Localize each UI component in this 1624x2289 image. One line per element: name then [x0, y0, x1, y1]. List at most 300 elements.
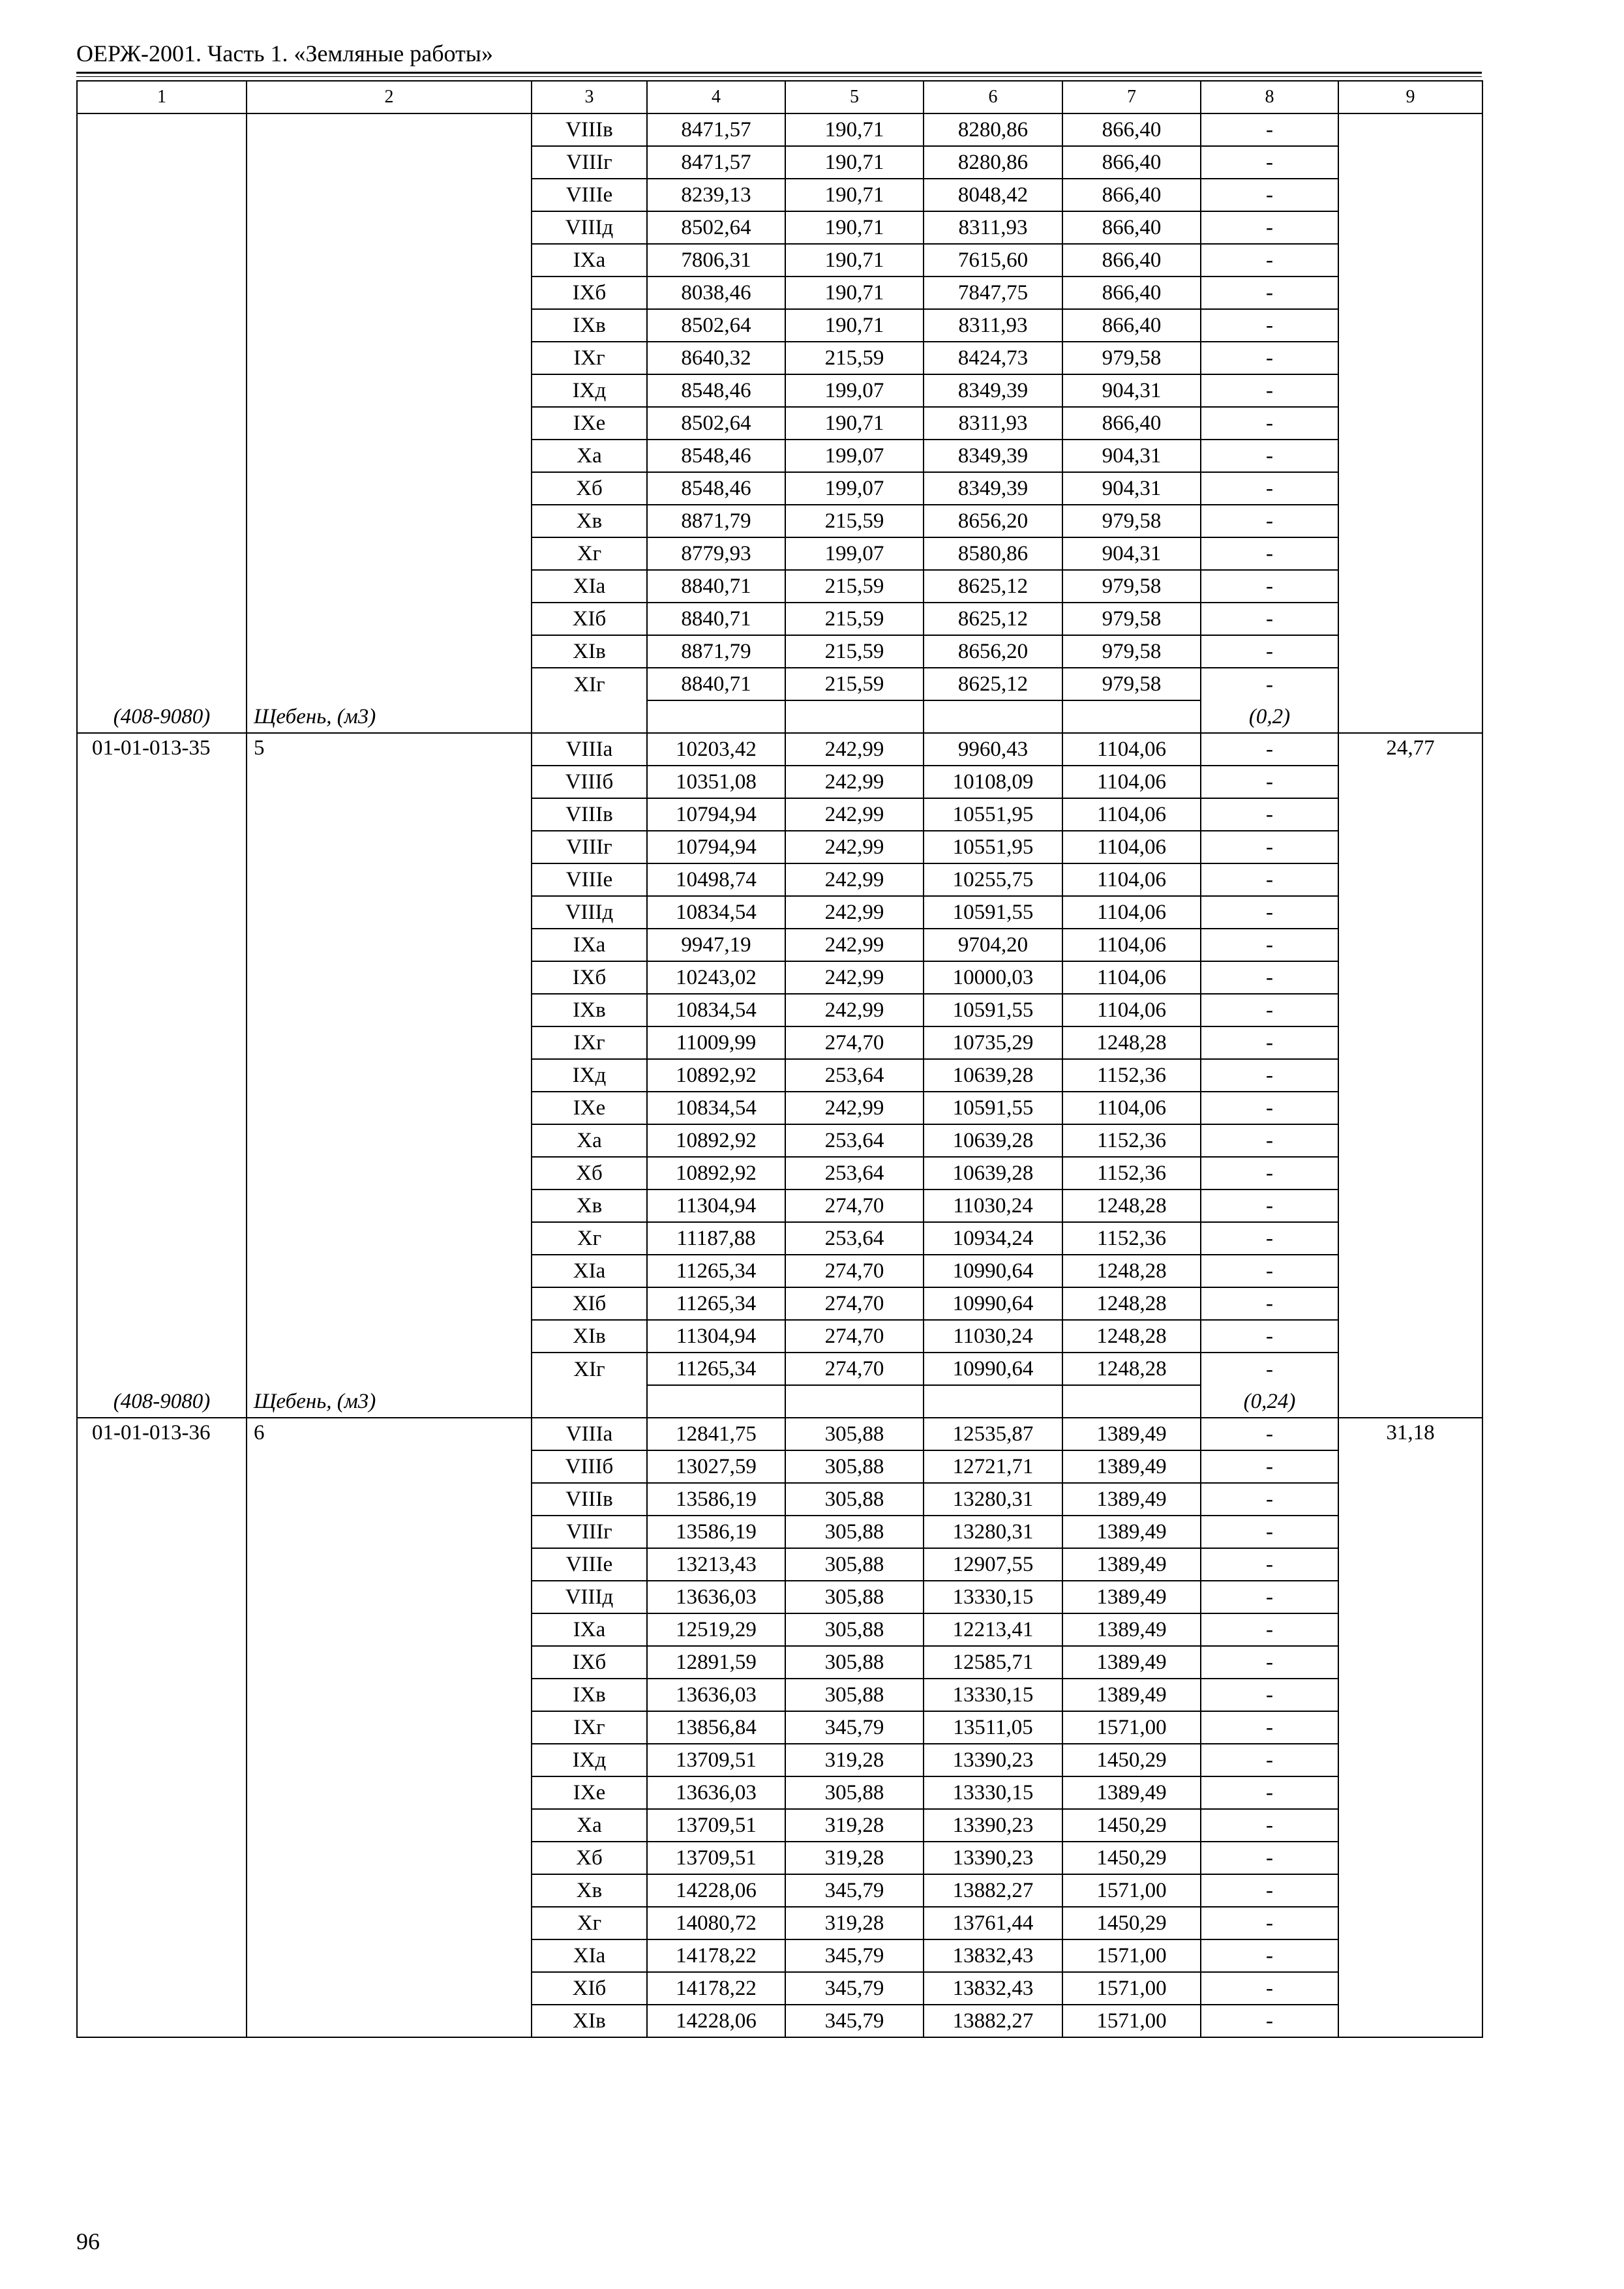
materials-cost: - — [1201, 1972, 1338, 2005]
material-row — [77, 700, 1482, 733]
labor-wages: 305,88 — [785, 1516, 924, 1548]
direct-costs: 8038,46 — [647, 277, 785, 309]
machinist-wages: 866,40 — [1062, 113, 1201, 146]
machinist-wages: 1248,28 — [1062, 1189, 1201, 1222]
labor-wages: 242,99 — [785, 1092, 924, 1124]
machinist-wages: 1389,49 — [1062, 1516, 1201, 1548]
labor-wages: 274,70 — [785, 1287, 924, 1320]
direct-costs: 10892,92 — [647, 1059, 785, 1092]
machinist-wages: 1389,49 — [1062, 1646, 1201, 1679]
soil-group: Xв — [532, 1874, 647, 1907]
materials-cost: - — [1201, 1287, 1338, 1320]
direct-costs: 10834,54 — [647, 994, 785, 1026]
machine-costs: 10990,64 — [924, 1287, 1062, 1320]
column-number: 3 — [532, 81, 647, 113]
soil-group: IXв — [532, 1679, 647, 1711]
materials-cost: - — [1201, 1711, 1338, 1744]
labor-wages: 274,70 — [785, 1353, 924, 1385]
labor-wages: 242,99 — [785, 863, 924, 896]
materials-cost: - — [1201, 2005, 1338, 2037]
machine-costs: 8311,93 — [924, 407, 1062, 440]
direct-costs: 8471,57 — [647, 113, 785, 146]
machinist-wages: 866,40 — [1062, 277, 1201, 309]
direct-costs: 9947,19 — [647, 929, 785, 961]
soil-group: VIIIг — [532, 146, 647, 179]
table-row — [77, 733, 1482, 766]
machinist-wages: 1389,49 — [1062, 1483, 1201, 1516]
labor-wages: 190,71 — [785, 113, 924, 146]
machinist-wages: 1104,06 — [1062, 896, 1201, 929]
machinist-wages: 1104,06 — [1062, 1092, 1201, 1124]
materials-cost: - — [1201, 1059, 1338, 1092]
materials-cost: - — [1201, 1189, 1338, 1222]
machine-costs: 12585,71 — [924, 1646, 1062, 1679]
materials-cost: - — [1201, 1418, 1338, 1450]
machine-costs: 13390,23 — [924, 1842, 1062, 1874]
soil-group: XIг — [532, 668, 647, 700]
direct-costs: 10834,54 — [647, 896, 785, 929]
direct-costs: 8502,64 — [647, 407, 785, 440]
labor-wages: 319,28 — [785, 1907, 924, 1939]
direct-costs: 8840,71 — [647, 603, 785, 635]
machinist-wages: 979,58 — [1062, 342, 1201, 374]
column-number: 6 — [924, 81, 1062, 113]
labor-wages: 199,07 — [785, 537, 924, 570]
materials-cost: - — [1201, 961, 1338, 994]
machinist-wages: 1389,49 — [1062, 1418, 1201, 1450]
soil-group: Xа — [532, 440, 647, 472]
machine-costs: 10255,75 — [924, 863, 1062, 896]
machinist-wages: 1450,29 — [1062, 1744, 1201, 1776]
direct-costs: 10203,42 — [647, 733, 785, 766]
soil-group: VIIIе — [532, 1548, 647, 1581]
machine-costs: 8280,86 — [924, 146, 1062, 179]
column-number: 1 — [77, 81, 247, 113]
labor-wages: 190,71 — [785, 179, 924, 211]
machinist-wages: 1152,36 — [1062, 1124, 1201, 1157]
machinist-wages: 1571,00 — [1062, 1972, 1201, 2005]
material-blank-cell — [532, 700, 647, 733]
machinist-wages: 1389,49 — [1062, 1679, 1201, 1711]
labor-wages: 190,71 — [785, 146, 924, 179]
labor-wages: 253,64 — [785, 1157, 924, 1189]
machine-costs: 13882,27 — [924, 1874, 1062, 1907]
direct-costs: 10243,02 — [647, 961, 785, 994]
machine-costs: 8280,86 — [924, 113, 1062, 146]
norm-name: 5 — [247, 733, 532, 1385]
materials-cost: - — [1201, 1842, 1338, 1874]
direct-costs: 13709,51 — [647, 1809, 785, 1842]
machinist-wages: 1104,06 — [1062, 994, 1201, 1026]
machine-costs: 12721,71 — [924, 1450, 1062, 1483]
materials-cost: - — [1201, 1124, 1338, 1157]
machinist-wages: 979,58 — [1062, 505, 1201, 537]
labor-wages: 274,70 — [785, 1189, 924, 1222]
labor-wages: 190,71 — [785, 309, 924, 342]
soil-group: Xб — [532, 1842, 647, 1874]
material-code-cell — [77, 700, 247, 733]
machine-costs: 13330,15 — [924, 1679, 1062, 1711]
machinist-wages: 1104,06 — [1062, 961, 1201, 994]
machinist-wages: 1104,06 — [1062, 733, 1201, 766]
machine-costs: 10551,95 — [924, 798, 1062, 831]
machine-costs: 12535,87 — [924, 1418, 1062, 1450]
soil-group: IXв — [532, 994, 647, 1026]
labor-wages: 215,59 — [785, 635, 924, 668]
soil-group: XIб — [532, 1287, 647, 1320]
machine-costs: 10108,09 — [924, 766, 1062, 798]
machine-costs: 10934,24 — [924, 1222, 1062, 1255]
labor-wages: 215,59 — [785, 505, 924, 537]
norm-name — [247, 113, 532, 700]
soil-group: IXг — [532, 1711, 647, 1744]
material-blank-cell — [924, 1385, 1062, 1418]
direct-costs: 11265,34 — [647, 1287, 785, 1320]
norm-code: 01-01-013-36 — [77, 1418, 247, 2037]
direct-costs: 11187,88 — [647, 1222, 785, 1255]
labor-wages: 190,71 — [785, 407, 924, 440]
soil-group: VIIIв — [532, 113, 647, 146]
materials-cost: - — [1201, 1157, 1338, 1189]
machinist-wages: 1450,29 — [1062, 1842, 1201, 1874]
machinist-wages: 1248,28 — [1062, 1287, 1201, 1320]
material-blank-cell — [1062, 700, 1201, 733]
direct-costs: 13636,03 — [647, 1679, 785, 1711]
materials-cost: - — [1201, 537, 1338, 570]
machinist-wages: 1389,49 — [1062, 1450, 1201, 1483]
machinist-wages: 904,31 — [1062, 472, 1201, 505]
labor-wages: 345,79 — [785, 1972, 924, 2005]
soil-group: Xг — [532, 1222, 647, 1255]
machinist-wages: 1571,00 — [1062, 1939, 1201, 1972]
column-number-row — [77, 81, 1482, 113]
machinist-wages: 866,40 — [1062, 309, 1201, 342]
direct-costs: 13709,51 — [647, 1744, 785, 1776]
table-body — [77, 81, 1482, 2037]
machine-costs: 9960,43 — [924, 733, 1062, 766]
labor-wages: 305,88 — [785, 1646, 924, 1679]
soil-group: VIIIд — [532, 211, 647, 244]
labor-wages: 345,79 — [785, 2005, 924, 2037]
direct-costs: 13636,03 — [647, 1776, 785, 1809]
labor-wages: 215,59 — [785, 342, 924, 374]
material-blank-cell — [647, 1385, 785, 1418]
table-row — [77, 113, 1482, 146]
labor-wages: 319,28 — [785, 1809, 924, 1842]
direct-costs: 8840,71 — [647, 668, 785, 700]
materials-cost: - — [1201, 309, 1338, 342]
soil-group: IXа — [532, 1613, 647, 1646]
machine-costs: 10735,29 — [924, 1026, 1062, 1059]
materials-cost: - — [1201, 766, 1338, 798]
machinist-wages: 979,58 — [1062, 570, 1201, 603]
labor-wages: 305,88 — [785, 1483, 924, 1516]
direct-costs: 12891,59 — [647, 1646, 785, 1679]
direct-costs: 10794,94 — [647, 798, 785, 831]
machinist-wages: 866,40 — [1062, 407, 1201, 440]
labor-wages: 199,07 — [785, 440, 924, 472]
machine-costs: 10639,28 — [924, 1124, 1062, 1157]
soil-group: VIIIе — [532, 179, 647, 211]
machinist-wages: 1571,00 — [1062, 2005, 1201, 2037]
machine-costs: 11030,24 — [924, 1189, 1062, 1222]
materials-cost: - — [1201, 1026, 1338, 1059]
machinist-wages: 1389,49 — [1062, 1613, 1201, 1646]
soil-group: XIа — [532, 1255, 647, 1287]
material-name: Щебень, (м3) — [254, 704, 376, 728]
labor-wages: 345,79 — [785, 1874, 924, 1907]
machine-costs: 8048,42 — [924, 179, 1062, 211]
machine-costs: 10990,64 — [924, 1353, 1062, 1385]
labor-wages: 345,79 — [785, 1939, 924, 1972]
soil-group: IXа — [532, 244, 647, 277]
machinist-wages: 1152,36 — [1062, 1157, 1201, 1189]
direct-costs: 14178,22 — [647, 1972, 785, 2005]
direct-costs: 8502,64 — [647, 211, 785, 244]
labor-wages: 242,99 — [785, 766, 924, 798]
machinist-wages: 979,58 — [1062, 603, 1201, 635]
soil-group: IXе — [532, 1092, 647, 1124]
column-number: 7 — [1062, 81, 1201, 113]
machinist-wages: 1450,29 — [1062, 1809, 1201, 1842]
labor-wages: 242,99 — [785, 798, 924, 831]
materials-cost: - — [1201, 1679, 1338, 1711]
machinist-wages: 1389,49 — [1062, 1581, 1201, 1613]
soil-group: VIIIг — [532, 1516, 647, 1548]
materials-cost: - — [1201, 407, 1338, 440]
direct-costs: 10351,08 — [647, 766, 785, 798]
column-number: 9 — [1338, 81, 1482, 113]
materials-cost: - — [1201, 570, 1338, 603]
labor-hours: 31,18 — [1338, 1418, 1482, 2037]
materials-cost: - — [1201, 1939, 1338, 1972]
labor-wages: 319,28 — [785, 1842, 924, 1874]
machine-costs: 12213,41 — [924, 1613, 1062, 1646]
soil-group: Xг — [532, 1907, 647, 1939]
column-number: 5 — [785, 81, 924, 113]
material-blank-cell — [785, 1385, 924, 1418]
material-qty: (0,24) — [1243, 1389, 1296, 1413]
machinist-wages: 1389,49 — [1062, 1776, 1201, 1809]
direct-costs: 14228,06 — [647, 2005, 785, 2037]
machinist-wages: 904,31 — [1062, 537, 1201, 570]
direct-costs: 11304,94 — [647, 1189, 785, 1222]
soil-group: VIIIб — [532, 766, 647, 798]
soil-group: Xб — [532, 472, 647, 505]
material-blank-cell — [785, 700, 924, 733]
material-name: Щебень, (м3) — [254, 1389, 376, 1413]
soil-group: XIв — [532, 1320, 647, 1353]
labor-wages: 274,70 — [785, 1320, 924, 1353]
soil-group: IXг — [532, 342, 647, 374]
soil-group: IXе — [532, 1776, 647, 1809]
soil-group: IXг — [532, 1026, 647, 1059]
machine-costs: 11030,24 — [924, 1320, 1062, 1353]
direct-costs: 14080,72 — [647, 1907, 785, 1939]
norm-name: 6 — [247, 1418, 532, 2037]
labor-wages: 199,07 — [785, 472, 924, 505]
materials-cost: - — [1201, 1548, 1338, 1581]
soil-group: Xа — [532, 1124, 647, 1157]
direct-costs: 14178,22 — [647, 1939, 785, 1972]
machinist-wages: 979,58 — [1062, 668, 1201, 700]
direct-costs: 10794,94 — [647, 831, 785, 863]
direct-costs: 11265,34 — [647, 1353, 785, 1385]
labor-wages: 319,28 — [785, 1744, 924, 1776]
column-number: 4 — [647, 81, 785, 113]
machine-costs: 8625,12 — [924, 570, 1062, 603]
labor-wages: 274,70 — [785, 1026, 924, 1059]
direct-costs: 13636,03 — [647, 1581, 785, 1613]
machine-costs: 12907,55 — [924, 1548, 1062, 1581]
machine-costs: 10591,55 — [924, 994, 1062, 1026]
labor-wages: 305,88 — [785, 1418, 924, 1450]
materials-cost: - — [1201, 1353, 1338, 1385]
soil-group: VIIIб — [532, 1450, 647, 1483]
materials-cost: - — [1201, 1581, 1338, 1613]
machine-costs: 7847,75 — [924, 277, 1062, 309]
machine-costs: 10990,64 — [924, 1255, 1062, 1287]
soil-group: XIа — [532, 1939, 647, 1972]
soil-group: IXб — [532, 1646, 647, 1679]
soil-group: XIг — [532, 1353, 647, 1385]
soil-group: VIIIв — [532, 1483, 647, 1516]
machinist-wages: 1450,29 — [1062, 1907, 1201, 1939]
direct-costs: 10498,74 — [647, 863, 785, 896]
machinist-wages: 866,40 — [1062, 244, 1201, 277]
materials-cost: - — [1201, 863, 1338, 896]
soil-group: VIIIд — [532, 896, 647, 929]
soil-group: IXа — [532, 929, 647, 961]
materials-cost: - — [1201, 1776, 1338, 1809]
direct-costs: 7806,31 — [647, 244, 785, 277]
labor-wages: 305,88 — [785, 1776, 924, 1809]
materials-cost: - — [1201, 1516, 1338, 1548]
direct-costs: 13586,19 — [647, 1483, 785, 1516]
direct-costs: 12519,29 — [647, 1613, 785, 1646]
labor-wages: 305,88 — [785, 1548, 924, 1581]
table-row — [77, 1418, 1482, 1450]
labor-wages: 215,59 — [785, 570, 924, 603]
soil-group: IXд — [532, 1744, 647, 1776]
materials-cost: - — [1201, 1809, 1338, 1842]
material-name-cell — [247, 700, 532, 733]
labor-wages: 253,64 — [785, 1222, 924, 1255]
machine-costs: 13882,27 — [924, 2005, 1062, 2037]
machinist-wages: 1104,06 — [1062, 929, 1201, 961]
materials-cost: - — [1201, 994, 1338, 1026]
soil-group: VIIIа — [532, 1418, 647, 1450]
direct-costs: 14228,06 — [647, 1874, 785, 1907]
machine-costs: 13390,23 — [924, 1744, 1062, 1776]
labor-wages: 190,71 — [785, 244, 924, 277]
labor-wages: 242,99 — [785, 831, 924, 863]
materials-cost: - — [1201, 146, 1338, 179]
machine-costs: 13330,15 — [924, 1776, 1062, 1809]
soil-group: XIа — [532, 570, 647, 603]
norm-code — [77, 113, 247, 700]
materials-cost: - — [1201, 1450, 1338, 1483]
machinist-wages: 1571,00 — [1062, 1874, 1201, 1907]
material-blank-cell — [1062, 1385, 1201, 1418]
direct-costs: 8640,32 — [647, 342, 785, 374]
column-number: 8 — [1201, 81, 1338, 113]
machinist-wages: 1248,28 — [1062, 1320, 1201, 1353]
soil-group: VIIIе — [532, 863, 647, 896]
labor-wages: 190,71 — [785, 277, 924, 309]
direct-costs: 12841,75 — [647, 1418, 785, 1450]
materials-cost: - — [1201, 1907, 1338, 1939]
soil-group: IXд — [532, 374, 647, 407]
machinist-wages: 904,31 — [1062, 440, 1201, 472]
labor-wages: 242,99 — [785, 733, 924, 766]
materials-cost: - — [1201, 244, 1338, 277]
machine-costs: 10639,28 — [924, 1059, 1062, 1092]
machine-costs: 10000,03 — [924, 961, 1062, 994]
machine-costs: 13511,05 — [924, 1711, 1062, 1744]
direct-costs: 10892,92 — [647, 1157, 785, 1189]
soil-group: VIIIд — [532, 1581, 647, 1613]
soil-group: Xб — [532, 1157, 647, 1189]
materials-cost: - — [1201, 1613, 1338, 1646]
soil-group: Xг — [532, 537, 647, 570]
machine-costs: 13761,44 — [924, 1907, 1062, 1939]
machine-costs: 10591,55 — [924, 896, 1062, 929]
machinist-wages: 1104,06 — [1062, 798, 1201, 831]
soil-group: Xв — [532, 505, 647, 537]
materials-cost: - — [1201, 342, 1338, 374]
labor-wages: 242,99 — [785, 994, 924, 1026]
materials-cost: - — [1201, 1255, 1338, 1287]
machinist-wages: 866,40 — [1062, 146, 1201, 179]
material-blank-cell — [647, 700, 785, 733]
labor-wages: 190,71 — [785, 211, 924, 244]
labor-wages: 242,99 — [785, 896, 924, 929]
direct-costs: 10892,92 — [647, 1124, 785, 1157]
machine-costs: 13390,23 — [924, 1809, 1062, 1842]
machine-costs: 8656,20 — [924, 635, 1062, 668]
machinist-wages: 866,40 — [1062, 179, 1201, 211]
labor-hours: 24,77 — [1338, 733, 1482, 1418]
materials-cost: - — [1201, 211, 1338, 244]
soil-group: IXб — [532, 961, 647, 994]
labor-wages: 274,70 — [785, 1255, 924, 1287]
direct-costs: 8502,64 — [647, 309, 785, 342]
machine-costs: 7615,60 — [924, 244, 1062, 277]
machine-costs: 13280,31 — [924, 1483, 1062, 1516]
machine-costs: 8625,12 — [924, 603, 1062, 635]
machinist-wages: 1248,28 — [1062, 1255, 1201, 1287]
machine-costs: 8580,86 — [924, 537, 1062, 570]
soil-group: VIIIа — [532, 733, 647, 766]
materials-cost: - — [1201, 440, 1338, 472]
labor-wages: 305,88 — [785, 1450, 924, 1483]
machine-costs: 8424,73 — [924, 342, 1062, 374]
direct-costs: 11009,99 — [647, 1026, 785, 1059]
material-code-cell — [77, 1385, 247, 1418]
materials-cost: - — [1201, 668, 1338, 700]
direct-costs: 8548,46 — [647, 440, 785, 472]
direct-costs: 11304,94 — [647, 1320, 785, 1353]
materials-cost: - — [1201, 603, 1338, 635]
machine-costs: 8311,93 — [924, 309, 1062, 342]
soil-group: VIIIг — [532, 831, 647, 863]
materials-cost: - — [1201, 1320, 1338, 1353]
machine-costs: 8349,39 — [924, 374, 1062, 407]
machinist-wages: 979,58 — [1062, 635, 1201, 668]
column-number: 2 — [247, 81, 532, 113]
material-code: (408-9080) — [113, 1389, 211, 1413]
